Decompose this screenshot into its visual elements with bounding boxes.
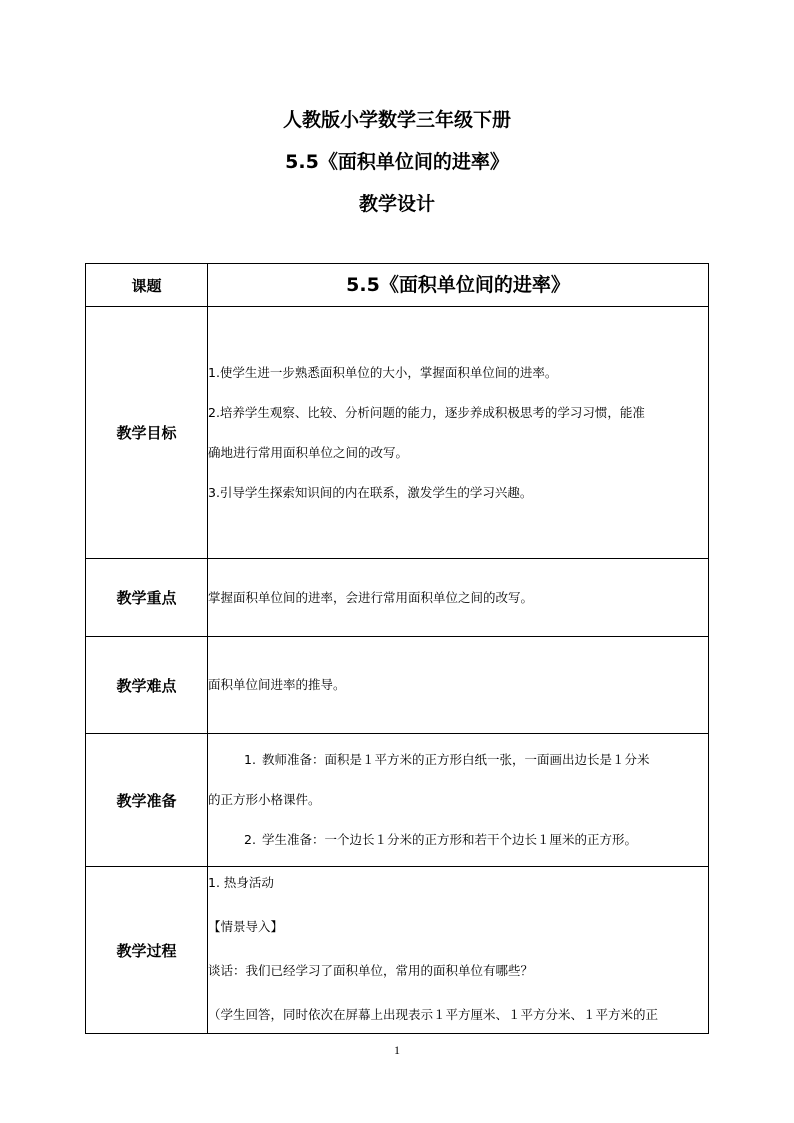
- list-number: 1.: [244, 752, 256, 767]
- process-line: 谈话：我们已经学习了面积单位，常用的面积单位有哪些？: [208, 963, 534, 978]
- lesson-plan-table: [85, 263, 709, 1034]
- process-content: [208, 867, 709, 1034]
- key-points-value: 掌握面积单位间的进率，会进行常用面积单位之间的改写。: [208, 559, 709, 637]
- goal-item: 3.引导学生探索知识间的内在联系，激发学生的学习兴趣。: [208, 484, 533, 500]
- lesson-title: 5.5《面积单位间的进率》: [285, 151, 509, 173]
- difficulties-value: 面积单位间进率的推导。: [208, 637, 709, 734]
- process-line: 【情景导入】: [208, 919, 284, 934]
- table-row-preparation: [86, 734, 709, 867]
- preparation-teacher-text: 教师准备：面积是１平方米的正方形白纸一张，一面画出边长是１分米: [262, 752, 650, 767]
- table-row-topic: [86, 264, 709, 307]
- preparation-student-text: 学生准备：一个边长１分米的正方形和若干个边长１厘米的正方形。: [262, 832, 638, 847]
- goals-content: [208, 307, 709, 559]
- page-number: 1: [394, 1043, 400, 1057]
- goal-item: 1.使学生进一步熟悉面积单位的大小，掌握面积单位间的进率。: [208, 364, 558, 380]
- preparation-content: [208, 734, 709, 867]
- key-points-label: 教学重点: [86, 559, 208, 637]
- topic-value: 5.5《面积单位间的进率》: [208, 264, 709, 307]
- table-row-key-points: [86, 559, 709, 637]
- preparation-item-student: [208, 830, 708, 850]
- goal-item-continued: 确地进行常用面积单位之间的改写。: [208, 444, 409, 460]
- table-row-process: [86, 867, 709, 1034]
- process-line: 1. 热身活动: [208, 875, 274, 890]
- topic-label: 课题: [86, 264, 208, 307]
- goal-item: 2.培养学生观察、比较、分析问题的能力，逐步养成积极思考的学习习惯，能准: [208, 404, 645, 420]
- goals-label: 教学目标: [86, 307, 208, 559]
- process-label: 教学过程: [86, 867, 208, 1034]
- preparation-label: 教学准备: [86, 734, 208, 867]
- list-number: 2.: [244, 832, 256, 847]
- difficulties-label: 教学难点: [86, 637, 208, 734]
- process-line: （学生回答，同时依次在屏幕上出现表示１平方厘米、１平方分米、１平方米的正: [208, 1007, 659, 1022]
- preparation-teacher-continued: 的正方形小格课件。: [208, 792, 321, 807]
- document-title: 人教版小学数学三年级下册: [282, 109, 511, 131]
- document-subtitle: 教学设计: [358, 193, 435, 215]
- table-row-goals: [86, 307, 709, 559]
- table-row-difficulties: [86, 637, 709, 734]
- preparation-item-teacher: [208, 750, 708, 770]
